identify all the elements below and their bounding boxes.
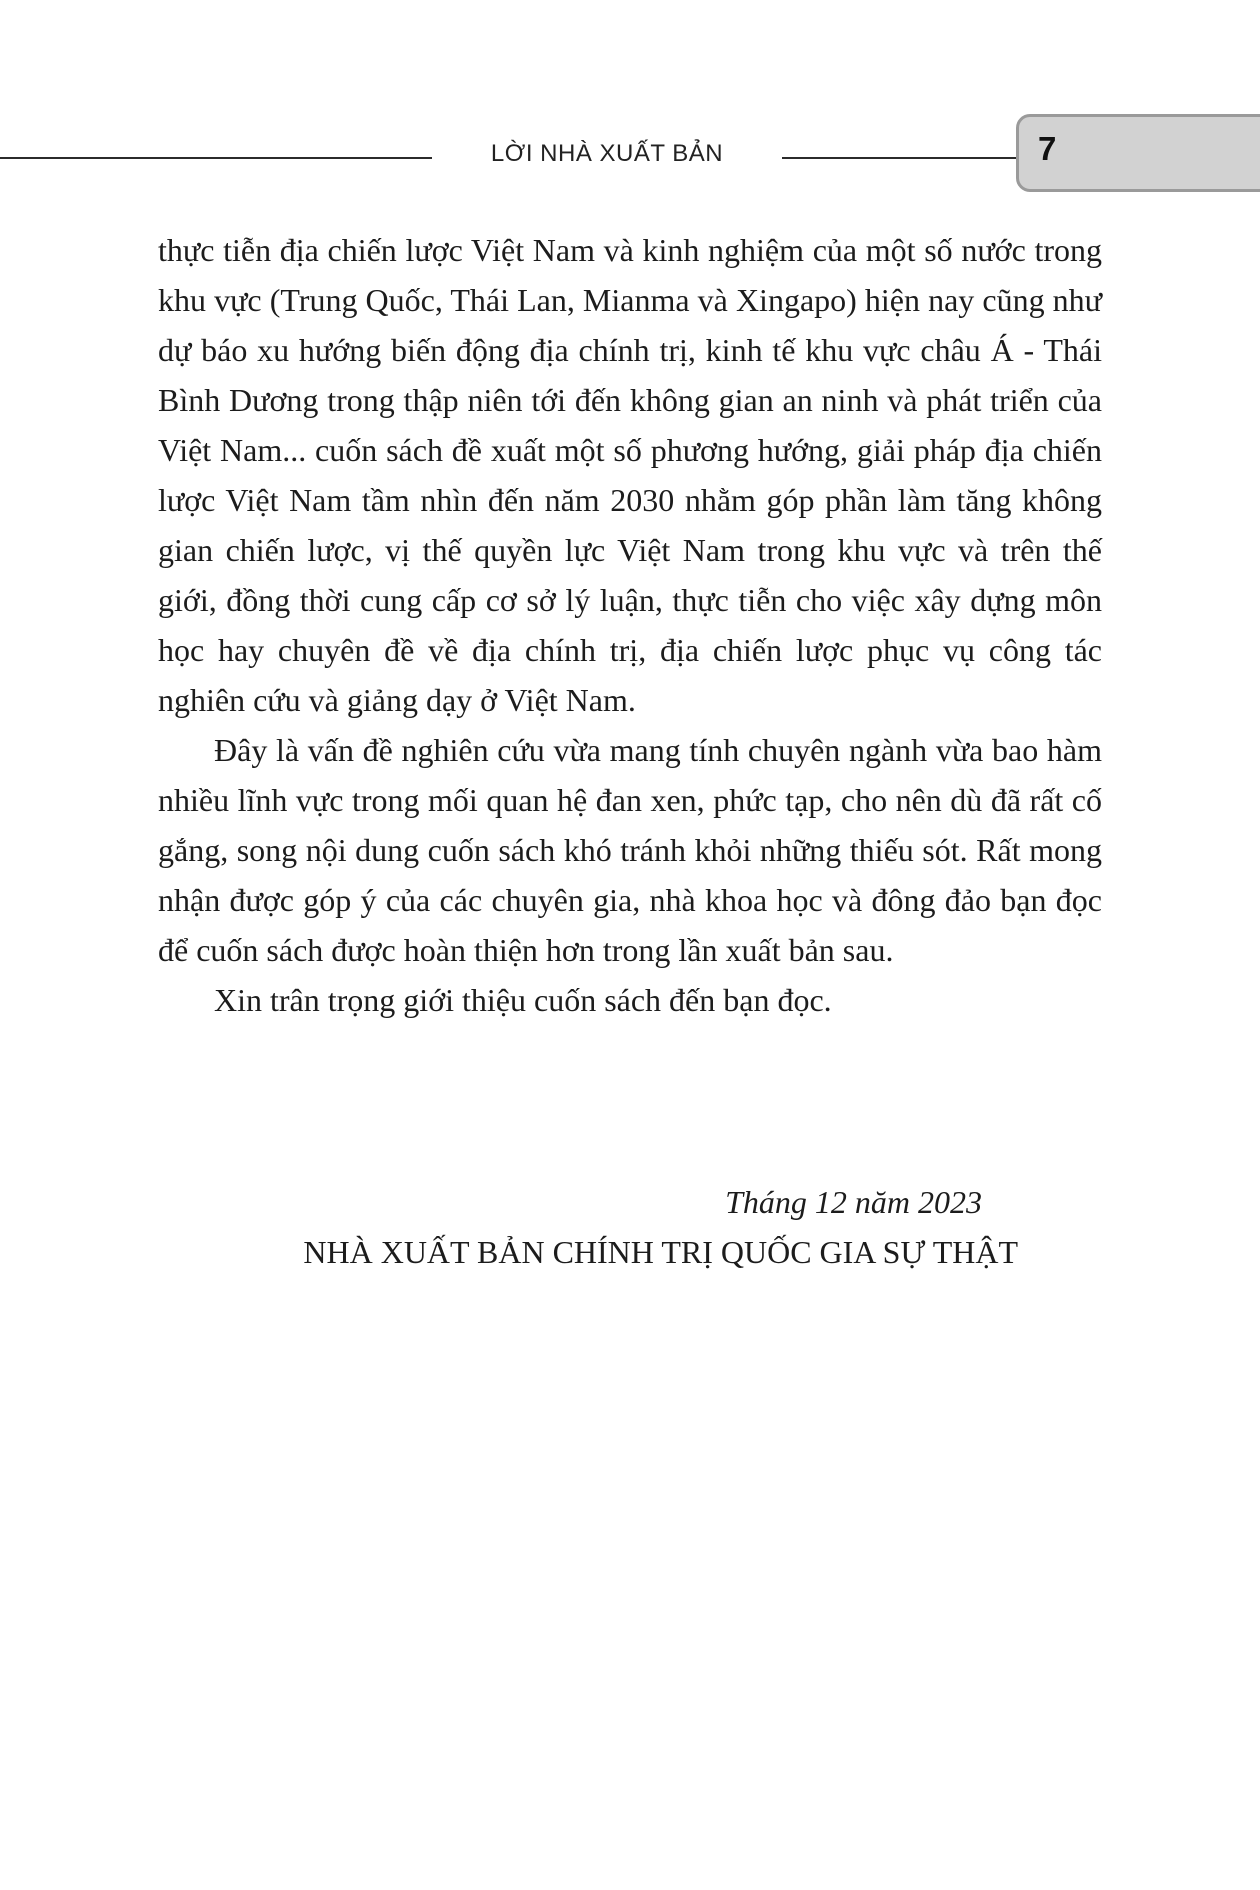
header-rule-left xyxy=(0,157,432,159)
body-text xyxy=(158,225,1102,1025)
header-rule-right xyxy=(782,157,1022,159)
signature-date: Tháng 12 năm 2023 xyxy=(725,1184,982,1220)
signature-publisher: NHÀ XUẤT BẢN CHÍNH TRỊ QUỐC GIA SỰ THẬT xyxy=(303,1234,1018,1270)
paragraph-closing: Xin trân trọng giới thiệu cuốn sách đến bạn đọc. xyxy=(214,982,832,1018)
paragraph-continued: thực tiễn địa chiến lược Việt Nam và kinh nghiệm của một số nước trong khu vực (Trung Quốc, Thái Lan, Mianma và Xingapo) hiện nay cũng như dự báo xu hướng biến động địa chính trị, kinh tế khu vực châu Á - Thái Bình Dương trong thập niên tới đến không gian an ninh và phát triển của Việt Nam... cuốn sách đề xuất một số phương hướng, giải pháp địa chiến lược Việt Nam tầm nhìn đến năm 2030 nhằm góp phần làm tăng không gian chiến lược, vị thế quyền lực Việt Nam trong khu vực và trên thế giới, đồng thời cung cấp cơ sở lý luận, thực tiễn cho việc xây dựng môn học hay chuyên đề về địa chính trị, địa chiến lược phục vụ công tác nghiên cứu và giảng dạy ở Việt Nam. xyxy=(158,232,1102,718)
page-number: 7 xyxy=(1038,130,1057,167)
running-head: LỜI NHÀ XUẤT BẢN xyxy=(490,140,724,167)
paragraph: Đây là vấn đề nghiên cứu vừa mang tính chuyên ngành vừa bao hàm nhiều lĩnh vực trong mối quan hệ đan xen, phức tạp, cho nên dù đã rất cố gắng, song nội dung cuốn sách khó tránh khỏi những thiếu sót. Rất mong nhận được góp ý của các chuyên gia, nhà khoa học và đông đảo bạn đọc để cuốn sách được hoàn thiện hơn trong lần xuất bản sau. xyxy=(158,732,1102,968)
signature-block xyxy=(158,1177,1102,1277)
